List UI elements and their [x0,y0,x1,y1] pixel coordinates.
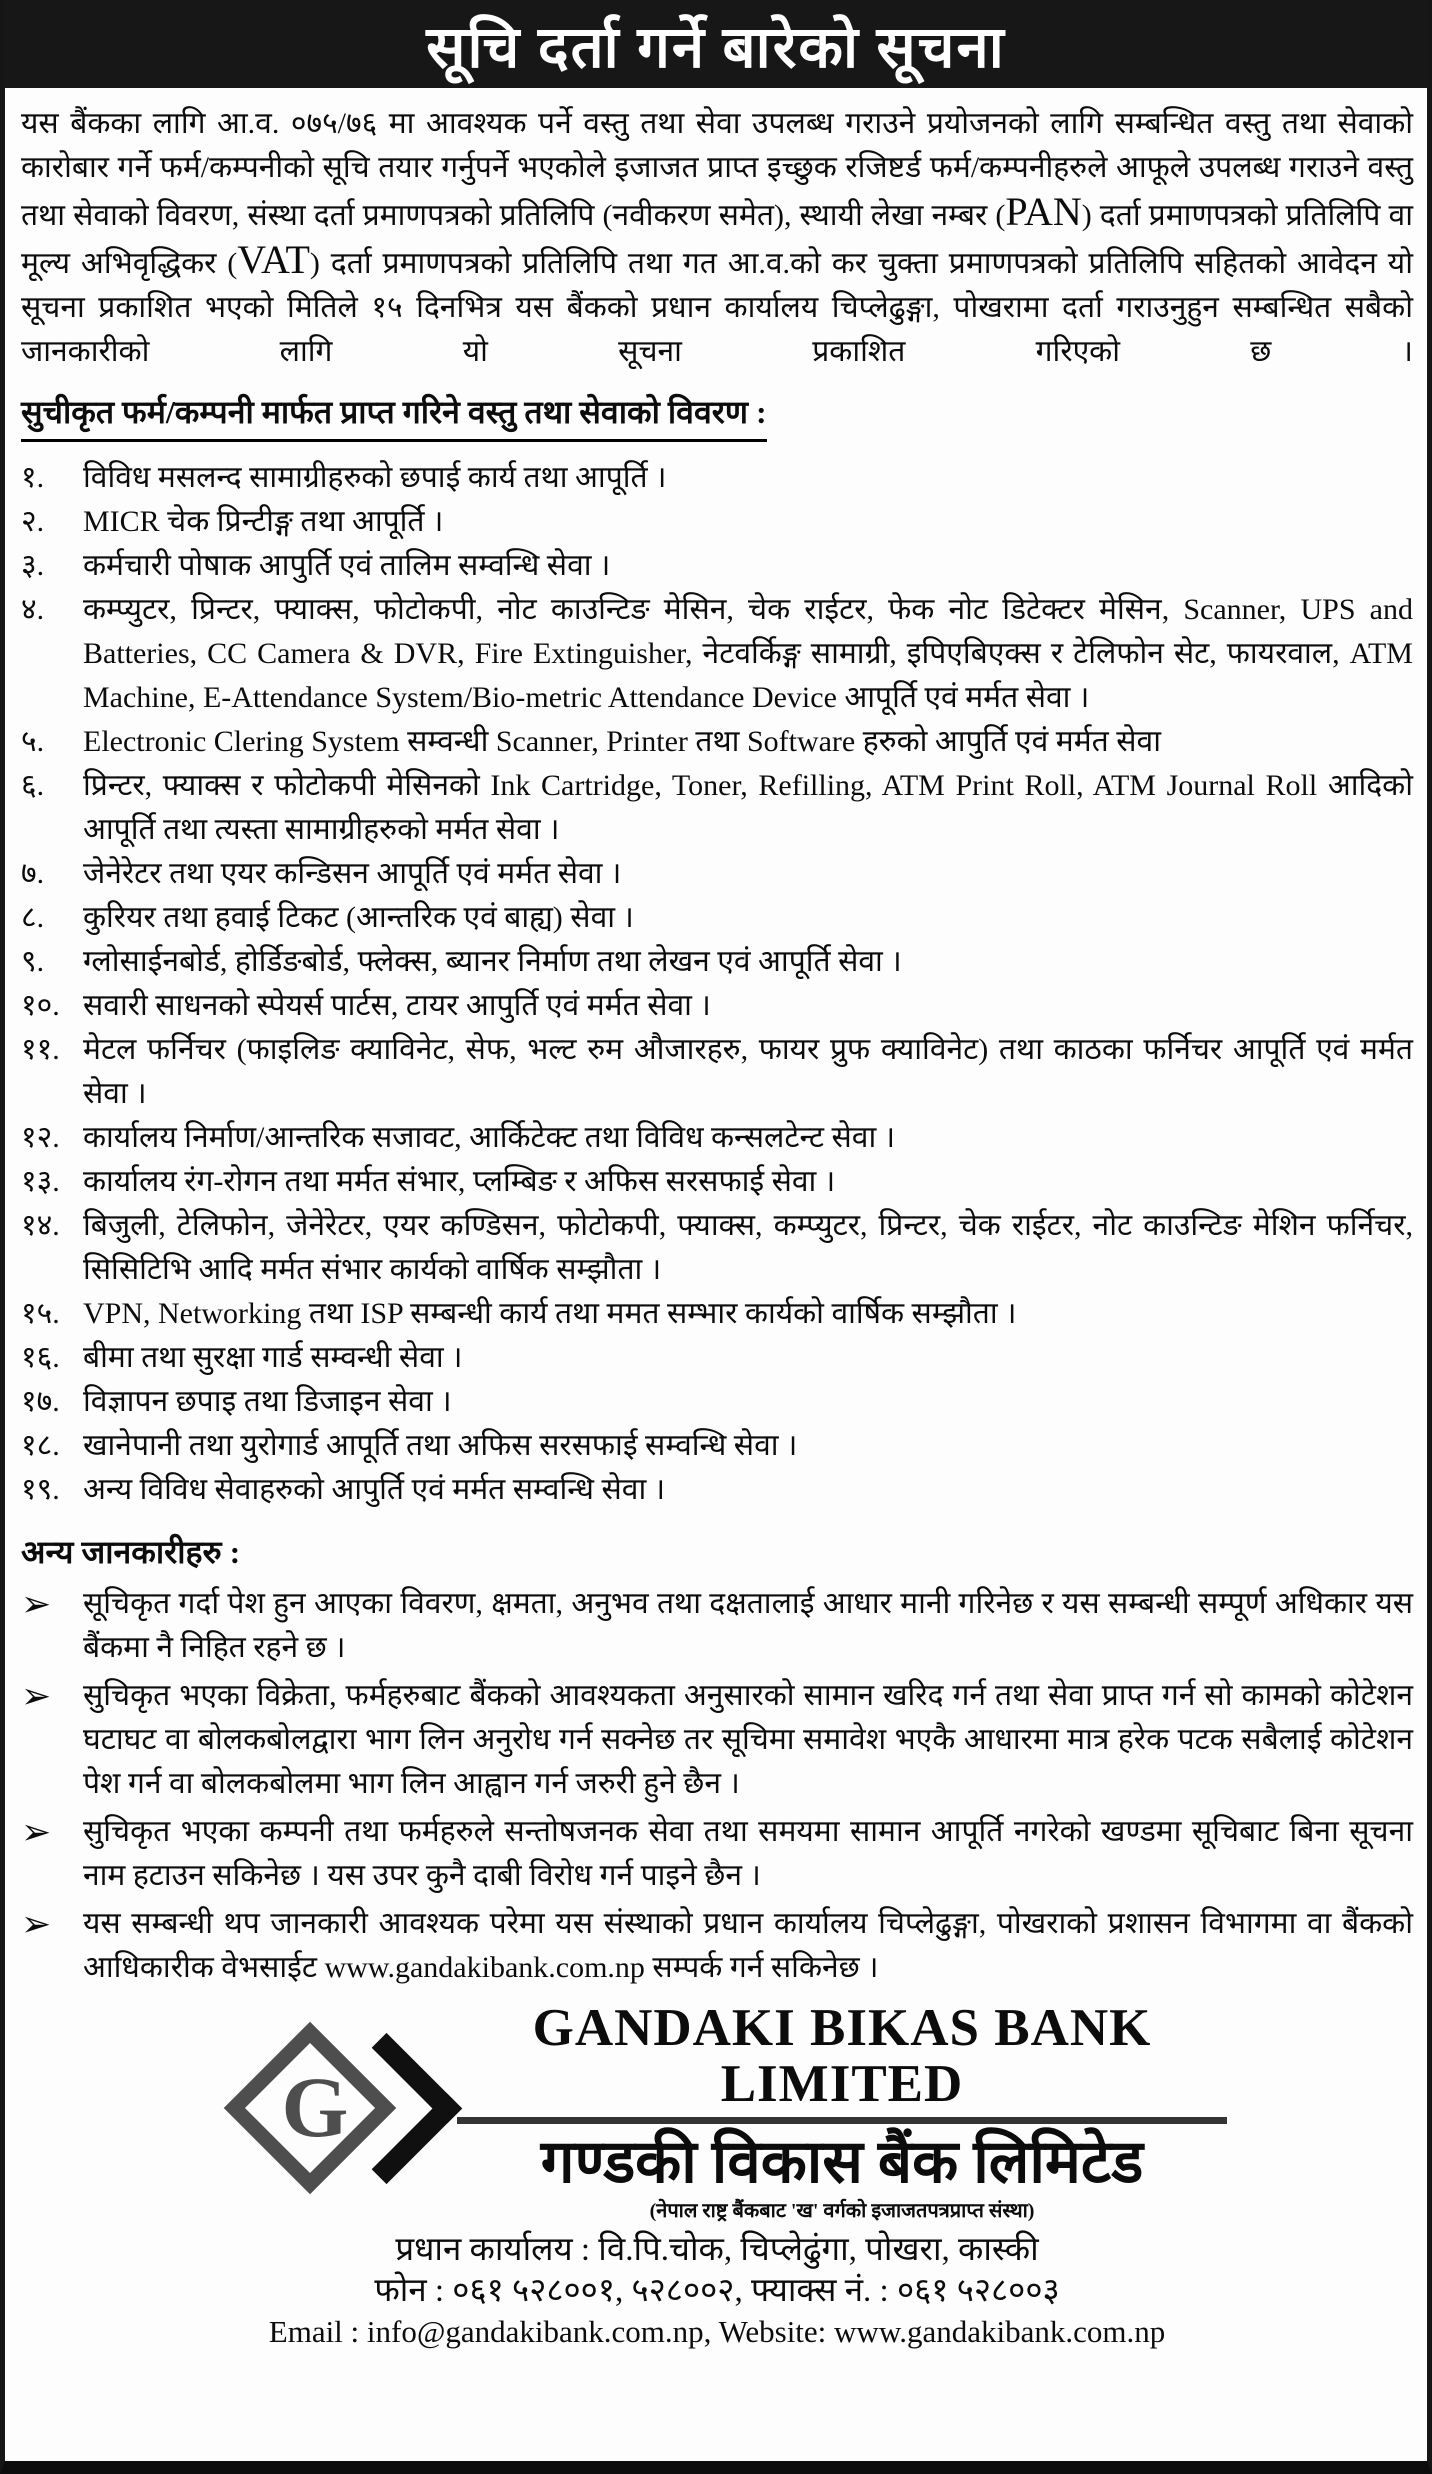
list-item [21,720,1413,764]
item-number: ५. [21,725,45,758]
item-text: MICR चेक प्रिन्टीङ्ग तथा आपूर्ति । [83,505,444,538]
list-item [21,1424,1413,1468]
bank-name-nepali: गण्डकी विकास बैंक लिमिटेड [540,2129,1144,2195]
item-text: खानेपानी तथा युरोगार्ड आपूर्ति तथा अफिस सरसफाई सम्वन्धि सेवा । [83,1429,798,1462]
item-text: कार्यालय रंग-रोगन तथा मर्मत संभार, प्लम्बिङ र अफिस सरसफाई सेवा । [83,1165,836,1198]
item-number: ४. [21,593,45,626]
divider-rule [457,2117,1227,2124]
list-item [21,1336,1413,1380]
list-item [21,896,1413,940]
bank-names [457,2000,1227,2224]
email-website-line: Email : info@gandakibank.com.np, Website: www.gandakibank.com.np [268,2314,1166,2349]
bank-identity-row [21,2000,1413,2224]
pan-acronym: PAN [1005,189,1082,234]
list-item [21,500,1413,544]
item-number: ११. [21,1033,60,1066]
item-number: १७. [21,1385,60,1418]
bank-logo [207,2025,457,2200]
list-item [21,1468,1413,1512]
list-item [21,1116,1413,1160]
item-number: १२. [21,1121,60,1154]
list-item [21,456,1413,500]
item-number: १०. [21,989,60,1022]
item-text: VPN, Networking तथा ISP सम्बन्धी कार्य तथा ममत सम्भार कार्यको वार्षिक सम्झौता । [83,1297,1017,1330]
list-item [21,1028,1413,1116]
item-text: प्रिन्टर, फ्याक्स र फोटोकपी मेसिनको Ink Cartridge, Toner, Refilling, ATM Print Roll, ATM Journal Roll आदिको आपूर्ति तथा त्यस्ता सामाग्रीहरुको मर्मत सेवा । [83,769,1413,846]
license-note: (नेपाल राष्ट्र बैंकबाट 'ख' वर्गको इजाजतपत्रप्राप्त संस्था) [649,2200,1035,2222]
item-text: अन्य विविध सेवाहरुको आपुर्ति एवं मर्मत सम्वन्धि सेवा । [83,1473,666,1506]
arrow-bullet-icon: ➢ [21,1676,52,1716]
item-text: कर्मचारी पोषाक आपुर्ति एवं तालिम सम्वन्धि सेवा । [83,549,611,582]
services-list [21,456,1413,1512]
arrow-bullet-icon: ➢ [21,1584,52,1624]
notice-title-band [5,0,1427,88]
bullet-item [21,1810,1413,1898]
item-text: बीमा तथा सुरक्षा गार्ड सम्वन्धी सेवा । [83,1341,463,1374]
arrow-bullet-icon: ➢ [21,1904,52,1944]
intro-paragraph [21,102,1413,374]
arrow-bullet-icon: ➢ [21,1812,52,1852]
intro-text-1: यस बैंकका लागि आ.व. ०७५/७६ मा आवश्यक पर्ने वस्तु तथा सेवा उपलब्ध गराउने प्रयोजनको लागि सम्बन्धित वस्तु तथा सेवाको कारोबार गर्ने फर्म/कम्पनीको सूचि तयार गर्नुपर्ने भएकोले इजाजत प्राप्त इच्छुक रजिष्टर्ड फर्म/कम्पनीहरुले आफूले उपलब्ध गराउने वस्तु तथा सेवाको विवरण, संस्था दर्ता प्रमाणपत्रको प्रतिलिपि (नवीकरण समेत), स्थायी लेखा नम्बर ( [21,107,1413,232]
item-number: ६. [21,769,45,802]
phone-fax-line: फोन : ०६१ ५२८००१, ५२८००२, फ्याक्स नं. : ०६१ ५२८००३ [374,2273,1060,2309]
item-text: सुचिकृत भएका विक्रेता, फर्महरुबाट बैंकको आवश्यकता अनुसारको सामान खरिद गर्न तथा सेवा प्राप्त गर्न सो कामको कोटेशन घटाघट वा बोलकबोलद्वारा भाग लिन अनुरोध गर्न सक्नेछ तर सूचिमा समावेश भएकै आधारमा मात्र हरेक पटक सबैलाई कोटेशन पेश गर्न वा बोलकबोलमा भाग लिन आह्वान गर्न जरुरी हुने छैन । [83,1679,1413,1800]
list-item [21,984,1413,1028]
bullet-item [21,1902,1413,1990]
other-info-heading: अन्य जानकारीहरु : [21,1534,241,1570]
bank-name-english: GANDAKI BIKAS BANK LIMITED [532,1999,1152,2113]
list-item [21,940,1413,984]
item-number: ३. [21,549,45,582]
item-number: ७. [21,857,45,890]
item-text: विज्ञापन छपाइ तथा डिजाइन सेवा । [83,1385,452,1418]
intro-text-3: ) दर्ता प्रमाणपत्रको प्रतिलिपि तथा गत आ.व.को कर चुक्ता प्रमाणपत्रको प्रतिलिपि सहितको आवेदन यो सूचना प्रकाशित भएको मितिले १५ दिनभित्र यस बैंकको प्रधान कार्यालय चिप्लेढुङ्गा, पोखरामा दर्ता गराउनुहुन सम्बन्धित सबैको जानकारीको लागि यो सूचना प्रकाशित गरिएको छ । [21,247,1413,368]
item-text: यस सम्बन्धी थप जानकारी आवश्यक परेमा यस संस्थाको प्रधान कार्यालय चिप्लेढुङ्गा, पोखराको प्रशासन विभागमा वा बैंकको आधिकारीक वेभसाईट www.gandakibank.com.np सम्पर्क गर्न सकिनेछ । [83,1907,1413,1984]
item-number: ८. [21,901,45,934]
item-number: १५. [21,1297,60,1330]
item-number: १८. [21,1429,60,1462]
item-text: सूचिकृत गर्दा पेश हुन आएका विवरण, क्षमता, अनुभव तथा दक्षतालाई आधार मानी गरिनेछ र यस सम्बन्धी सम्पूर्ण अधिकार यस बैंकमा नै निहित रहने छ । [83,1587,1413,1664]
item-text: सवारी साधनको स्पेयर्स पार्टस, टायर आपुर्ति एवं मर्मत सेवा । [83,989,711,1022]
list-item [21,588,1413,720]
item-number: ९. [21,945,45,978]
intro-text-2: ) दर्ता प्रमाणपत्रको प्रतिलिपि वा मूल्य अभिवृद्धिकर ( [21,199,1413,280]
item-number: १४. [21,1209,60,1242]
bullet-item [21,1674,1413,1806]
services-heading: सुचीकृत फर्म/कम्पनी मार्फत प्राप्त गरिने वस्तु तथा सेवाको विवरण : [21,390,1413,442]
list-item [21,1292,1413,1336]
list-item [21,1380,1413,1424]
item-text: बिजुली, टेलिफोन, जेनेरेटर, एयर कण्डिसन, फोटोकपी, फ्याक्स, कम्प्युटर, प्रिन्टर, चेक राईटर, नोट काउन्टिङ मेशिन फर्निचर, सिसिटिभि आदि मर्मत संभार कार्यको वार्षिक सम्झौता । [83,1209,1413,1286]
item-number: २. [21,505,45,538]
logo-letter-g: G [281,2058,349,2155]
item-text: विविध मसलन्द सामाग्रीहरुको छपाई कार्य तथा आपूर्ति । [83,461,667,494]
item-text: कुरियर तथा हवाई टिकट (आन्तरिक एवं बाह्य) सेवा । [83,901,634,934]
notice-title: सूचि दर्ता गर्ने बारेको सूचना [426,14,1006,80]
item-number: १३. [21,1165,60,1198]
other-info-list [21,1582,1413,1990]
list-item [21,852,1413,896]
list-item [21,544,1413,588]
item-text: सुचिकृत भएका कम्पनी तथा फर्महरुले सन्तोषजनक सेवा तथा समयमा सामान आपूर्ति नगरेको खण्डमा सूचिबाट बिना सूचना नाम हटाउन सकिनेछ । यस उपर कुनै दाबी विरोध गर्न पाइने छैन । [83,1815,1413,1892]
list-item [21,764,1413,852]
vat-acronym: VAT [237,237,310,282]
item-text: कार्यालय निर्माण/आन्तरिक सजावट, आर्किटेक्ट तथा विविध कन्सलटेन्ट सेवा । [83,1121,896,1154]
list-item [21,1204,1413,1292]
notice-body [5,88,1427,2352]
item-text: ग्लोसाईनबोर्ड, होर्डिङबोर्ड, फ्लेक्स, ब्यानर निर्माण तथा लेखन एवं आपूर्ति सेवा । [83,945,902,978]
item-text: मेटल फर्निचर (फाइलिङ क्याविनेट, सेफ, भल्ट रुम औजारहरु, फायर प्रुफ क्याविनेट) तथा काठका फर्निचर आपूर्ति एवं मर्मत सेवा । [83,1033,1413,1110]
item-number: १६. [21,1341,60,1374]
head-office-address: प्रधान कार्यालय : वि.पि.चोक, चिप्लेढुंगा, पोखरा, कास्की [395,2232,1039,2268]
list-item [21,1160,1413,1204]
item-number: १. [21,461,45,494]
item-text: Electronic Clering System सम्वन्धी Scanner, Printer तथा Software हरुको आपुर्ति एवं मर्मत सेवा [83,725,1161,758]
bullet-item [21,1582,1413,1670]
item-text: जेनेरेटर तथा एयर कन्डिसन आपूर्ति एवं मर्मत सेवा । [83,857,622,890]
bank-footer [21,2000,1413,2352]
item-number: १९. [21,1473,60,1506]
item-text: कम्प्युटर, प्रिन्टर, फ्याक्स, फोटोकपी, नोट काउन्टिङ मेसिन, चेक राईटर, फेक नोट डिटेक्टर मेसिन, Scanner, UPS and Batteries, CC Camera & DVR, Fire Extinguisher, नेटवर्किङ्ग सामाग्री, इपिएबिएक्स र टेलिफोन सेट, फायरवाल, ATM Machine, E-Attendance System/Bio-metric Attendance Device आपूर्ति एवं मर्मत सेवा । [83,593,1413,714]
